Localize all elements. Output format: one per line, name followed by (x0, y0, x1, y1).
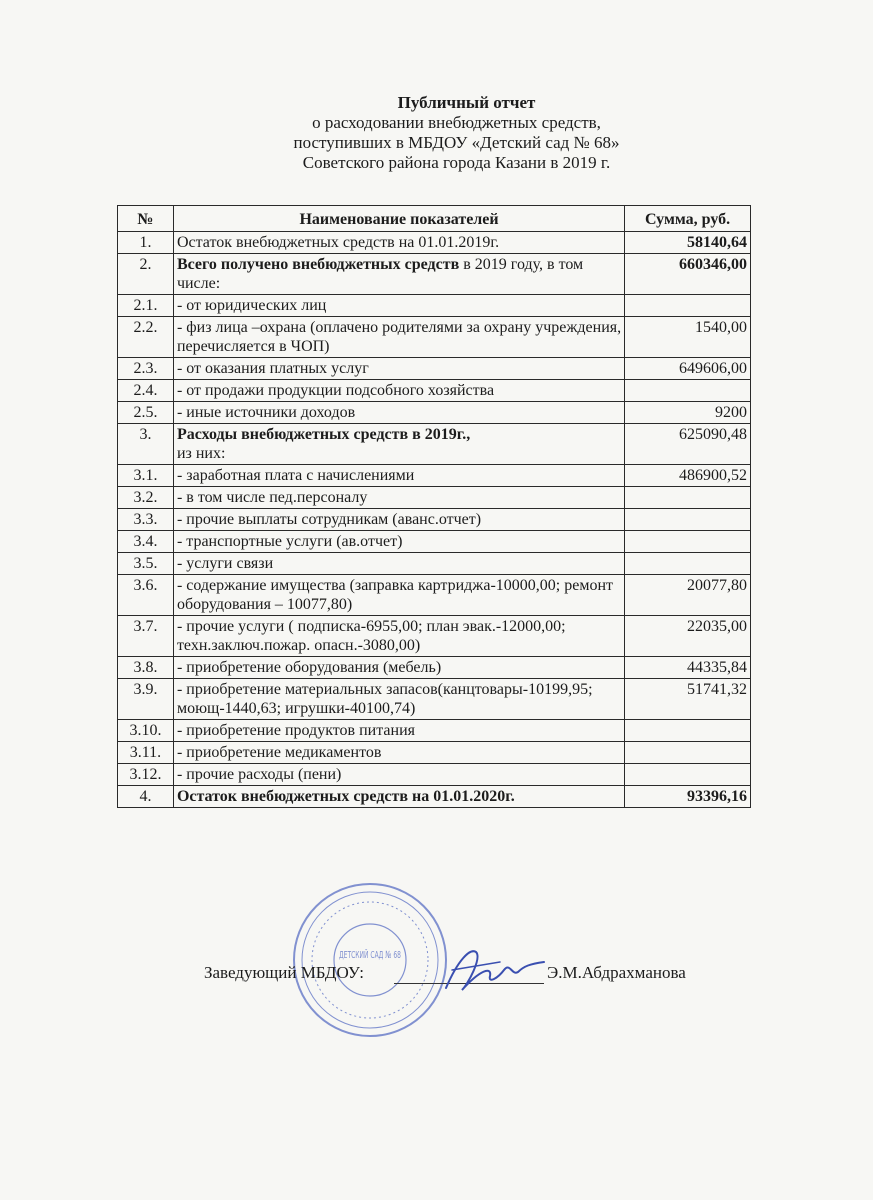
row-number: 3.2. (118, 487, 174, 509)
table-row (118, 402, 751, 424)
row-indicator-name-text: - от юридических лиц (176, 297, 327, 314)
row-amount: 20077,80 (625, 575, 751, 616)
row-number: 3.3. (118, 509, 174, 531)
row-amount: 625090,48 (625, 424, 751, 465)
row-number: 1. (118, 232, 174, 254)
table-row (118, 531, 751, 553)
row-indicator-name-text: - в том числе пед.персоналу (176, 489, 368, 506)
table-row (118, 232, 751, 254)
row-amount (625, 380, 751, 402)
row-number: 3.5. (118, 553, 174, 575)
row-indicator-name (173, 786, 624, 808)
report-title: Публичный отчет (397, 93, 536, 112)
row-indicator-name-text: в 2019 году, в том числе: (176, 256, 584, 292)
table-row (118, 295, 751, 317)
row-indicator-name (173, 402, 624, 424)
row-number: 3.4. (118, 531, 174, 553)
row-indicator-name (173, 720, 624, 742)
row-indicator-name-text: Остаток внебюджетных средств на 01.01.2019г. (176, 234, 500, 251)
header-number: № (118, 206, 174, 232)
row-indicator-name-text: - от продажи продукции подсобного хозяйства (176, 382, 495, 399)
row-number: 2.4. (118, 380, 174, 402)
row-number: 2.2. (118, 317, 174, 358)
table-row (118, 742, 751, 764)
row-indicator-name-bold: Остаток внебюджетных средств на 01.01.2020г. (176, 788, 515, 805)
row-indicator-name (173, 553, 624, 575)
row-amount: 93396,16 (625, 786, 751, 808)
row-indicator-name-text: - прочие расходы (пени) (176, 766, 342, 783)
row-number: 3.12. (118, 764, 174, 786)
row-indicator-name (173, 358, 624, 380)
row-amount: 9200 (625, 402, 751, 424)
row-amount: 649606,00 (625, 358, 751, 380)
table-row (118, 616, 751, 657)
row-indicator-name-text: - содержание имущества (заправка картриджа-10000,00; ремонт оборудования – 10077,80) (176, 577, 613, 613)
row-number: 3.7. (118, 616, 174, 657)
row-indicator-name-text: из них: (176, 445, 226, 462)
row-indicator-name (173, 295, 624, 317)
row-indicator-name-text: - приобретение оборудования (мебель) (176, 659, 442, 676)
row-number: 3. (118, 424, 174, 465)
row-indicator-name-text: - иные источники доходов (176, 404, 356, 421)
row-indicator-name-bold: Расходы внебюджетных средств в 2019г., (176, 426, 471, 443)
table-row (118, 553, 751, 575)
table-row (118, 465, 751, 487)
row-amount (625, 742, 751, 764)
row-amount: 486900,52 (625, 465, 751, 487)
table-row (118, 380, 751, 402)
row-number: 3.8. (118, 657, 174, 679)
row-number: 3.10. (118, 720, 174, 742)
table-row (118, 358, 751, 380)
row-indicator-name-bold: Всего получено внебюджетных средств (176, 256, 460, 273)
row-number: 2.5. (118, 402, 174, 424)
row-amount: 1540,00 (625, 317, 751, 358)
row-amount (625, 720, 751, 742)
row-amount (625, 509, 751, 531)
table-body (118, 232, 751, 808)
expense-report-table (117, 205, 751, 808)
report-subtitle-line-1: о расходовании внебюджетных средств, (312, 113, 601, 132)
stamp-inner-text: ДЕТСКИЙ САД № 68 (339, 950, 443, 961)
table-header-row (118, 206, 751, 232)
row-indicator-name (173, 509, 624, 531)
row-indicator-name (173, 424, 624, 465)
table-row (118, 575, 751, 616)
row-indicator-name (173, 575, 624, 616)
row-indicator-name (173, 317, 624, 358)
table-row (118, 764, 751, 786)
header-amount: Сумма, руб. (625, 206, 751, 232)
row-number: 2. (118, 254, 174, 295)
row-amount: 660346,00 (625, 254, 751, 295)
table-row (118, 424, 751, 465)
row-indicator-name-text: - физ лица –охрана (оплачено родителями за охрану учреждения, перечисляется в ЧОП) (176, 319, 622, 355)
row-number: 2.3. (118, 358, 174, 380)
row-number: 2.1. (118, 295, 174, 317)
row-amount (625, 553, 751, 575)
handwritten-signature (440, 940, 550, 1000)
row-amount: 51741,32 (625, 679, 751, 720)
row-indicator-name (173, 657, 624, 679)
row-indicator-name (173, 764, 624, 786)
row-indicator-name-text: - прочие выплаты сотрудникам (аванс.отчет) (176, 511, 482, 528)
row-indicator-name-text: - заработная плата с начислениями (176, 467, 415, 484)
row-indicator-name (173, 616, 624, 657)
report-subtitle-line-3: Советского района города Казани в 2019 г. (302, 153, 611, 172)
row-indicator-name (173, 380, 624, 402)
row-indicator-name-text: - транспортные услуги (ав.отчет) (176, 533, 403, 550)
row-indicator-name-text: - приобретение медикаментов (176, 744, 382, 761)
row-indicator-name (173, 465, 624, 487)
table-row (118, 657, 751, 679)
header-indicator-name: Наименование показателей (173, 206, 624, 232)
report-title-block (0, 93, 873, 173)
row-indicator-name-text: - приобретение материальных запасов(канцтовары-10199,95; моющ-1440,63; игрушки-40100,74) (176, 681, 593, 717)
row-number: 4. (118, 786, 174, 808)
table-row (118, 720, 751, 742)
row-indicator-name (173, 487, 624, 509)
official-stamp (290, 880, 450, 1040)
table-row (118, 317, 751, 358)
table-row (118, 254, 751, 295)
row-amount (625, 764, 751, 786)
row-amount: 44335,84 (625, 657, 751, 679)
row-indicator-name-text: - приобретение продуктов питания (176, 722, 415, 739)
table-row (118, 487, 751, 509)
row-amount (625, 295, 751, 317)
table-row (118, 786, 751, 808)
row-indicator-name-text: - от оказания платных услуг (176, 360, 369, 377)
table-row (118, 679, 751, 720)
row-number: 3.1. (118, 465, 174, 487)
table-row (118, 509, 751, 531)
row-amount (625, 531, 751, 553)
report-subtitle-line-2: поступивших в МБДОУ «Детский сад № 68» (293, 133, 620, 152)
row-amount (625, 487, 751, 509)
row-indicator-name (173, 232, 624, 254)
row-indicator-name (173, 679, 624, 720)
row-indicator-name (173, 254, 624, 295)
row-number: 3.11. (118, 742, 174, 764)
row-indicator-name-text: - услуги связи (176, 555, 274, 572)
row-indicator-name (173, 742, 624, 764)
row-number: 3.9. (118, 679, 174, 720)
row-amount: 58140,64 (625, 232, 751, 254)
row-number: 3.6. (118, 575, 174, 616)
signatory-name: Э.М.Абдрахманова (547, 963, 686, 982)
row-amount: 22035,00 (625, 616, 751, 657)
row-indicator-name (173, 531, 624, 553)
signature-label: Заведующий МБДОУ: (204, 963, 364, 982)
row-indicator-name-text: - прочие услуги ( подписка-6955,00; план эвак.-12000,00; техн.заключ.пожар. опасн.-3080,00) (176, 618, 566, 654)
